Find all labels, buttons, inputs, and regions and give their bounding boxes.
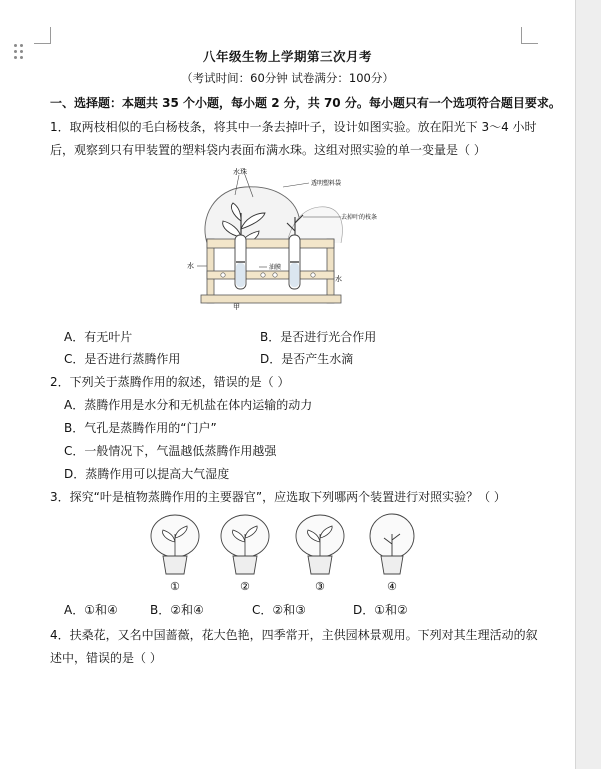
q2-option-d: D．蒸腾作用可以提高大气湿度 [64, 467, 230, 481]
q3-plant-1 [151, 515, 199, 593]
q1-experiment-figure [183, 165, 378, 310]
q1-label-branch: 去掉叶的枝条 [341, 214, 378, 221]
q3-stem: 3．探究“叶是植物蒸腾作用的主要器官”，应选取下列哪两个装置进行对照实验？（ ） [50, 490, 506, 504]
q3-plants-figure [142, 512, 422, 594]
q3-option-d: D．①和② [353, 603, 408, 617]
page-corner-mark-top-left [34, 27, 51, 44]
q1-label-water-drops: 水珠 [233, 168, 247, 176]
q1-label-water-right: 水 [335, 275, 342, 283]
q2-option-c: C．一般情况下，气温越低蒸腾作用越强 [64, 444, 277, 458]
page-corner-mark-top-right [521, 27, 538, 44]
q4-stem-line1: 4．扶桑花，又名中国蔷薇，花大色艳，四季常开，主供园林景观用。下列对其生理活动的叙 [50, 628, 538, 642]
q3-plant-1-label: ① [170, 580, 180, 593]
q1-option-c: C．是否进行蒸腾作用 [64, 352, 181, 366]
section-heading: 一、选择题：本题共 35 个小题，每小题 2 分，共 70 分。每小题只有一个选项符合题目要求。 [50, 96, 561, 110]
q1-option-a: A．有无叶片 [64, 330, 133, 344]
q3-option-c: C．②和③ [252, 603, 306, 617]
q2-stem: 2．下列关于蒸腾作用的叙述，错误的是（ ） [50, 375, 290, 389]
q1-stem-line2: 后，观察到只有甲装置的塑料袋内表面布满水珠。这组对照实验的单一变量是（ ） [50, 143, 486, 157]
q1-label-water-left: 水 [187, 262, 194, 270]
document-title: 八年级生物上学期第三次月考 [202, 49, 372, 64]
q2-option-a: A．蒸腾作用是水分和无机盐在体内运输的动力 [64, 398, 313, 412]
q1-label-bag: 透明塑料袋 [311, 180, 342, 187]
q3-plant-2-label: ② [240, 580, 250, 593]
q1-option-b: B．是否进行光合作用 [260, 330, 377, 344]
page-gutter [575, 0, 601, 769]
q3-plant-4-label: ④ [387, 580, 397, 593]
q3-plant-4 [370, 514, 414, 593]
q1-option-d: D．是否产生水滴 [260, 352, 354, 366]
q4-stem-line2: 述中，错误的是（ ） [50, 651, 162, 665]
q3-plant-3-label: ③ [315, 580, 325, 593]
q3-plant-2 [221, 515, 269, 593]
q1-stem-line1: 1．取两枝相似的毛白杨枝条，将其中一条去掉叶子，设计如图实验。放在阳光下 3～4 小时 [50, 120, 537, 134]
q1-label-oil: 油膜 [269, 264, 282, 271]
q2-option-b: B．气孔是蒸腾作用的“门户” [64, 421, 217, 435]
q3-option-b: B．②和④ [150, 603, 204, 617]
q3-plant-3 [296, 515, 344, 593]
q3-option-a: A．①和④ [64, 603, 118, 617]
q1-label-jia: 甲 [233, 303, 240, 310]
exam-info: （考试时间：60分钟 试卷满分：100分） [181, 71, 394, 85]
